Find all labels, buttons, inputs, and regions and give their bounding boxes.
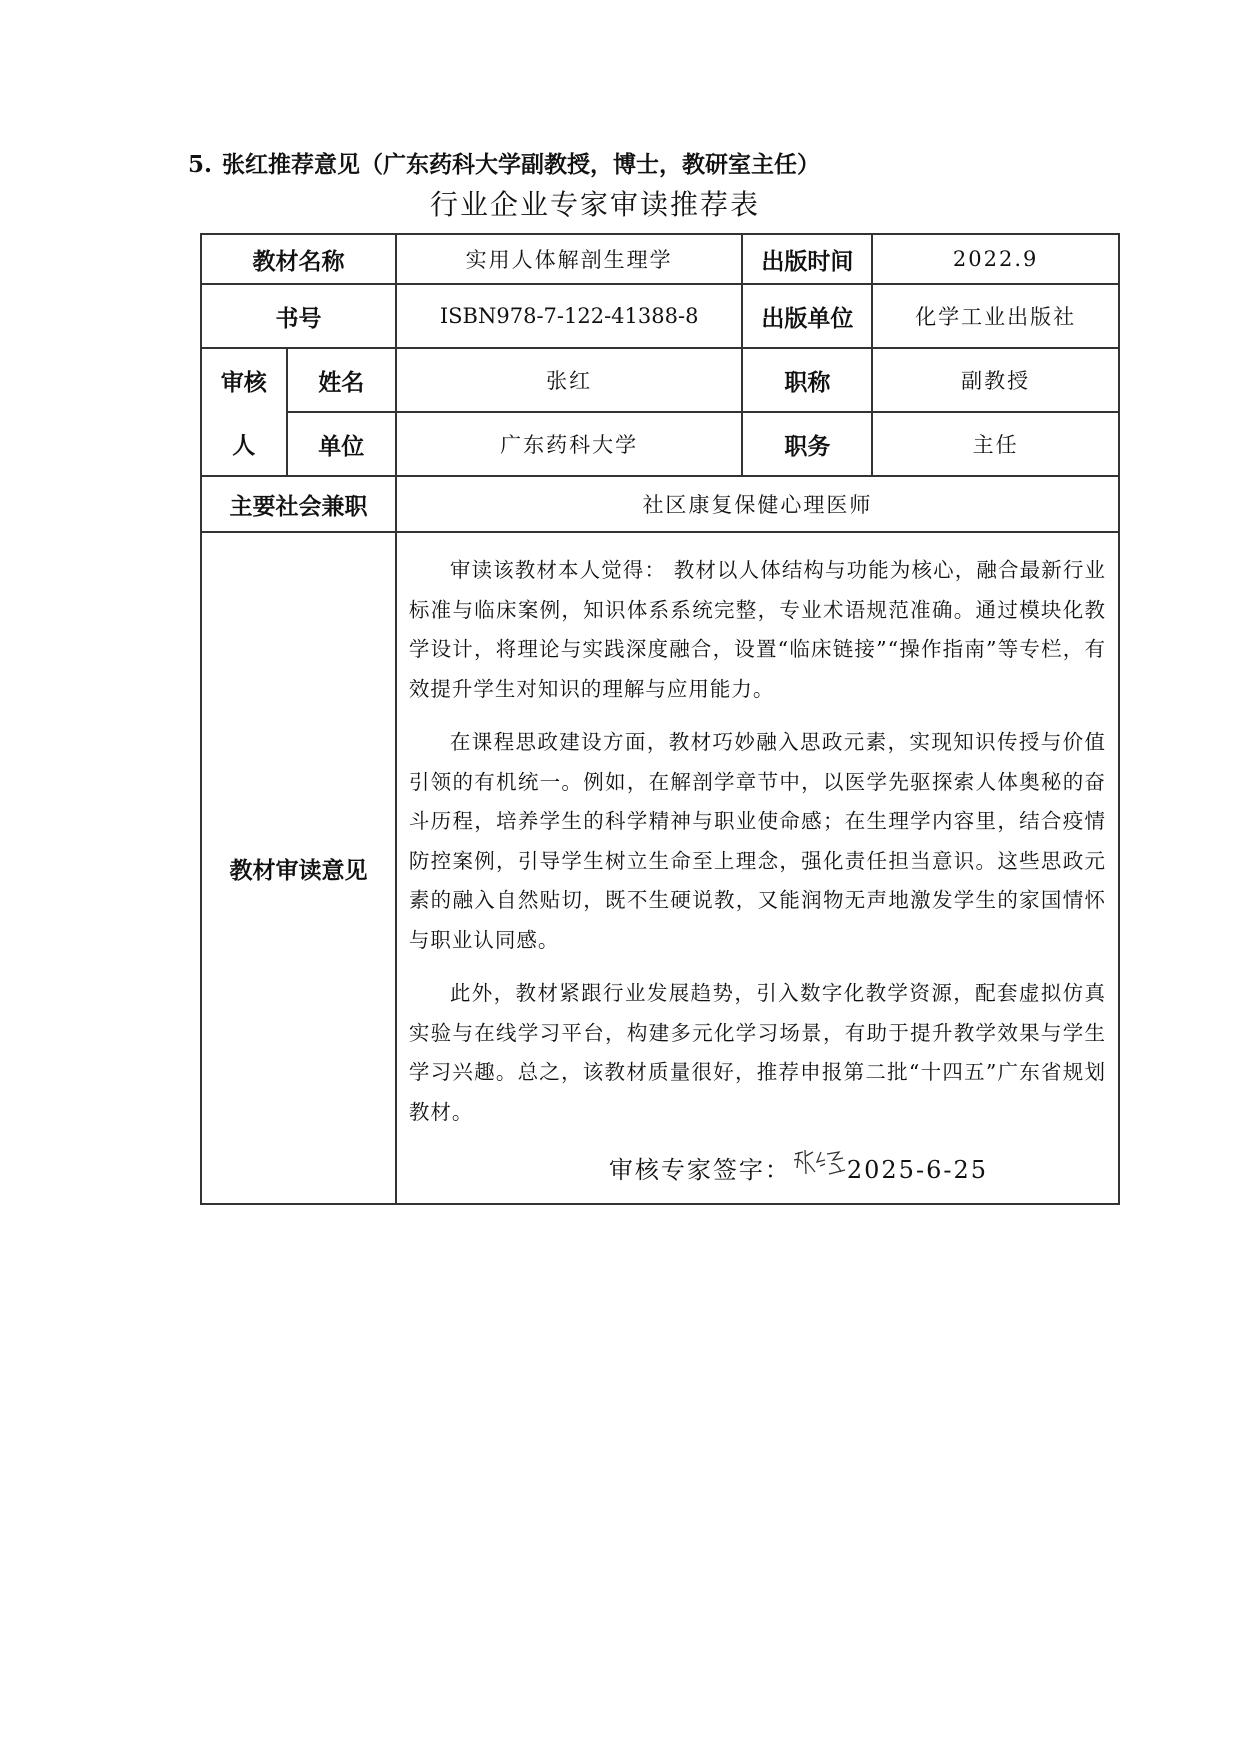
label-social-role: 主要社会兼职 bbox=[201, 476, 396, 532]
value-book-name: 实用人体解剖生理学 bbox=[396, 234, 743, 284]
opinion-paragraph-3: 此外，教材紧跟行业发展趋势，引入数字化教学资源，配套虚拟仿真实验与在线学习平台，构建多元化学习场景，有助于提升教学效果与学生学习兴趣。总之，该教材质量很好，推荐申报第二批“十四五”广东省规划教材。 bbox=[408, 981, 1106, 1124]
label-reviewer-bottom: 人 bbox=[201, 412, 287, 476]
label-book-name: 教材名称 bbox=[201, 234, 396, 284]
heading-number: 5. bbox=[188, 151, 213, 178]
opinion-paragraph-2: 在课程思政建设方面，教材巧妙融入思政元素，实现知识传授与价值引领的有机统一。例如，在解剖学章节中，以医学先驱探索人体奥秘的奋斗历程，培养学生的科学精神与职业使命感；在生理学内容里，结合疫情防控案例，引导学生树立生命至上理念，强化责任担当意识。这些思政元素的融入自然贴切，既不生硬说教，又能润物无声地激发学生的家国情怀与职业认同感。 bbox=[408, 730, 1106, 952]
row-isbn bbox=[201, 284, 1119, 348]
handwritten-signature bbox=[791, 1146, 847, 1182]
signature-label: 审核专家签字： bbox=[608, 1156, 791, 1184]
row-reviewer-name bbox=[201, 348, 1119, 412]
label-position: 职务 bbox=[742, 412, 872, 476]
section-heading bbox=[188, 146, 820, 179]
value-title: 副教授 bbox=[872, 348, 1119, 412]
label-unit: 单位 bbox=[287, 412, 396, 476]
form-title bbox=[0, 183, 1240, 223]
value-name: 张红 bbox=[396, 348, 743, 412]
row-book-name bbox=[201, 234, 1119, 284]
row-social-role bbox=[201, 476, 1119, 532]
value-position: 主任 bbox=[872, 412, 1119, 476]
signature-row bbox=[409, 1146, 1106, 1185]
opinion-paragraph-1: 审读该教材本人觉得： 教材以人体结构与功能为核心，融合最新行业标准与临床案例，知识体系系统完整，专业术语规范准确。通过模块化教学设计，将理论与实践深度融合，设置“临床链接”“操作指南”等专栏，有效提升学生对知识的理解与应用能力。 bbox=[408, 558, 1106, 701]
opinion-content bbox=[396, 532, 1119, 1204]
row-opinion bbox=[201, 532, 1119, 1204]
value-publish-time: 2022.9 bbox=[872, 234, 1119, 284]
form-title-text: 行业企业专家审读推荐表 bbox=[429, 188, 760, 221]
review-form-table bbox=[200, 233, 1120, 1205]
label-publisher: 出版单位 bbox=[742, 284, 872, 348]
label-reviewer-top: 审核 bbox=[201, 348, 287, 412]
value-unit: 广东药科大学 bbox=[396, 412, 743, 476]
value-isbn: ISBN978-7-122-41388-8 bbox=[396, 284, 743, 348]
row-reviewer-unit bbox=[201, 412, 1119, 476]
label-title: 职称 bbox=[742, 348, 872, 412]
heading-text: 张红推荐意见（广东药科大学副教授，博士，教研室主任） bbox=[222, 152, 821, 178]
label-opinion: 教材审读意见 bbox=[201, 532, 396, 1204]
label-isbn: 书号 bbox=[201, 284, 396, 348]
label-name: 姓名 bbox=[287, 348, 396, 412]
label-publish-time: 出版时间 bbox=[742, 234, 872, 284]
value-social-role: 社区康复保健心理医师 bbox=[396, 476, 1119, 532]
value-publisher: 化学工业出版社 bbox=[872, 284, 1119, 348]
signature-date: 2025-6-25 bbox=[846, 1156, 988, 1184]
